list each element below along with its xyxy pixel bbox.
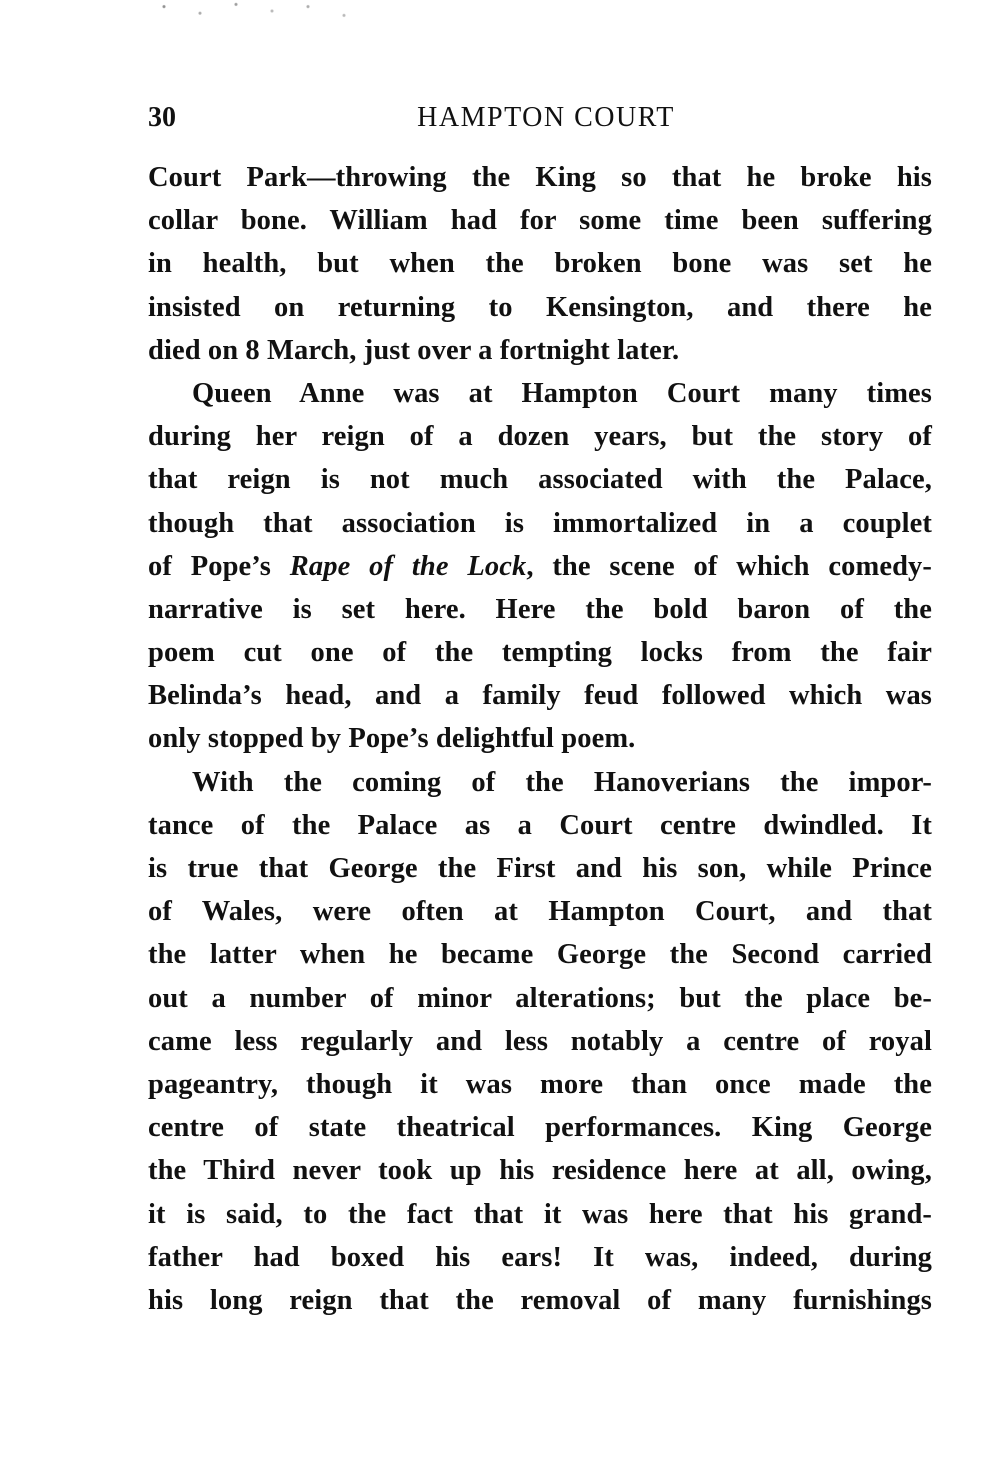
text-line: With the coming of the Hanoverians the impor- (192, 766, 932, 798)
text-line: of Wales, were often at Hampton Court, and that (148, 896, 932, 928)
text-line: poem cut one of the tempting locks from the fair (148, 637, 932, 669)
text-line: his long reign that the removal of many furnishings (148, 1284, 932, 1316)
page-number: 30 (148, 102, 176, 133)
running-head: HAMPTON COURT (417, 102, 675, 133)
text-line: is true that George the First and his son, while Prince (148, 853, 932, 884)
text-line: narrative is set here. Here the bold baron of the (148, 593, 932, 625)
text-line: during her reign of a dozen years, but the story of (148, 421, 932, 453)
text-line: only stopped by Pope’s delightful poem. (148, 723, 636, 755)
text-line (148, 545, 932, 588)
print-speckle (140, 0, 380, 22)
text-line: father had boxed his ears! It was, indeed, during (148, 1241, 932, 1273)
text-line: Belinda’s head, and a family feud followed which was (148, 680, 932, 712)
text-line: centre of state theatrical performances. King George (148, 1112, 932, 1144)
text-segment: , the scene of which comedy- (526, 550, 932, 582)
book-title-italic: Rape of the Lock (289, 550, 527, 582)
text-segment: of Pope’s (148, 550, 290, 582)
text-line: tance of the Palace as a Court centre dwindled. It (148, 809, 932, 841)
text-line: out a number of minor alterations; but the place be- (148, 982, 932, 1014)
text-line: in health, but when the broken bone was set he (148, 248, 932, 280)
page-header (148, 102, 934, 142)
text-line: pageantry, though it was more than once made the (148, 1068, 932, 1100)
text-line: that reign is not much associated with the Palace, (148, 464, 932, 496)
text-line: died on 8 March, just over a fortnight later. (148, 334, 680, 366)
body-text (148, 156, 932, 1322)
text-line: insisted on returning to Kensington, and there he (148, 291, 932, 323)
text-line: the Third never took up his residence here at all, owing, (148, 1155, 932, 1187)
text-line: Court Park—throwing the King so that he broke his (148, 162, 932, 193)
text-line: came less regularly and less notably a centre of royal (148, 1025, 932, 1057)
text-line: collar bone. William had for some time been suffering (148, 205, 932, 237)
text-line: though that association is immortalized in a couplet (148, 507, 932, 539)
text-line: the latter when he became George the Second carried (148, 939, 932, 971)
text-line: it is said, to the fact that it was here that his grand- (148, 1198, 932, 1230)
text-line: Queen Anne was at Hampton Court many times (192, 377, 932, 409)
